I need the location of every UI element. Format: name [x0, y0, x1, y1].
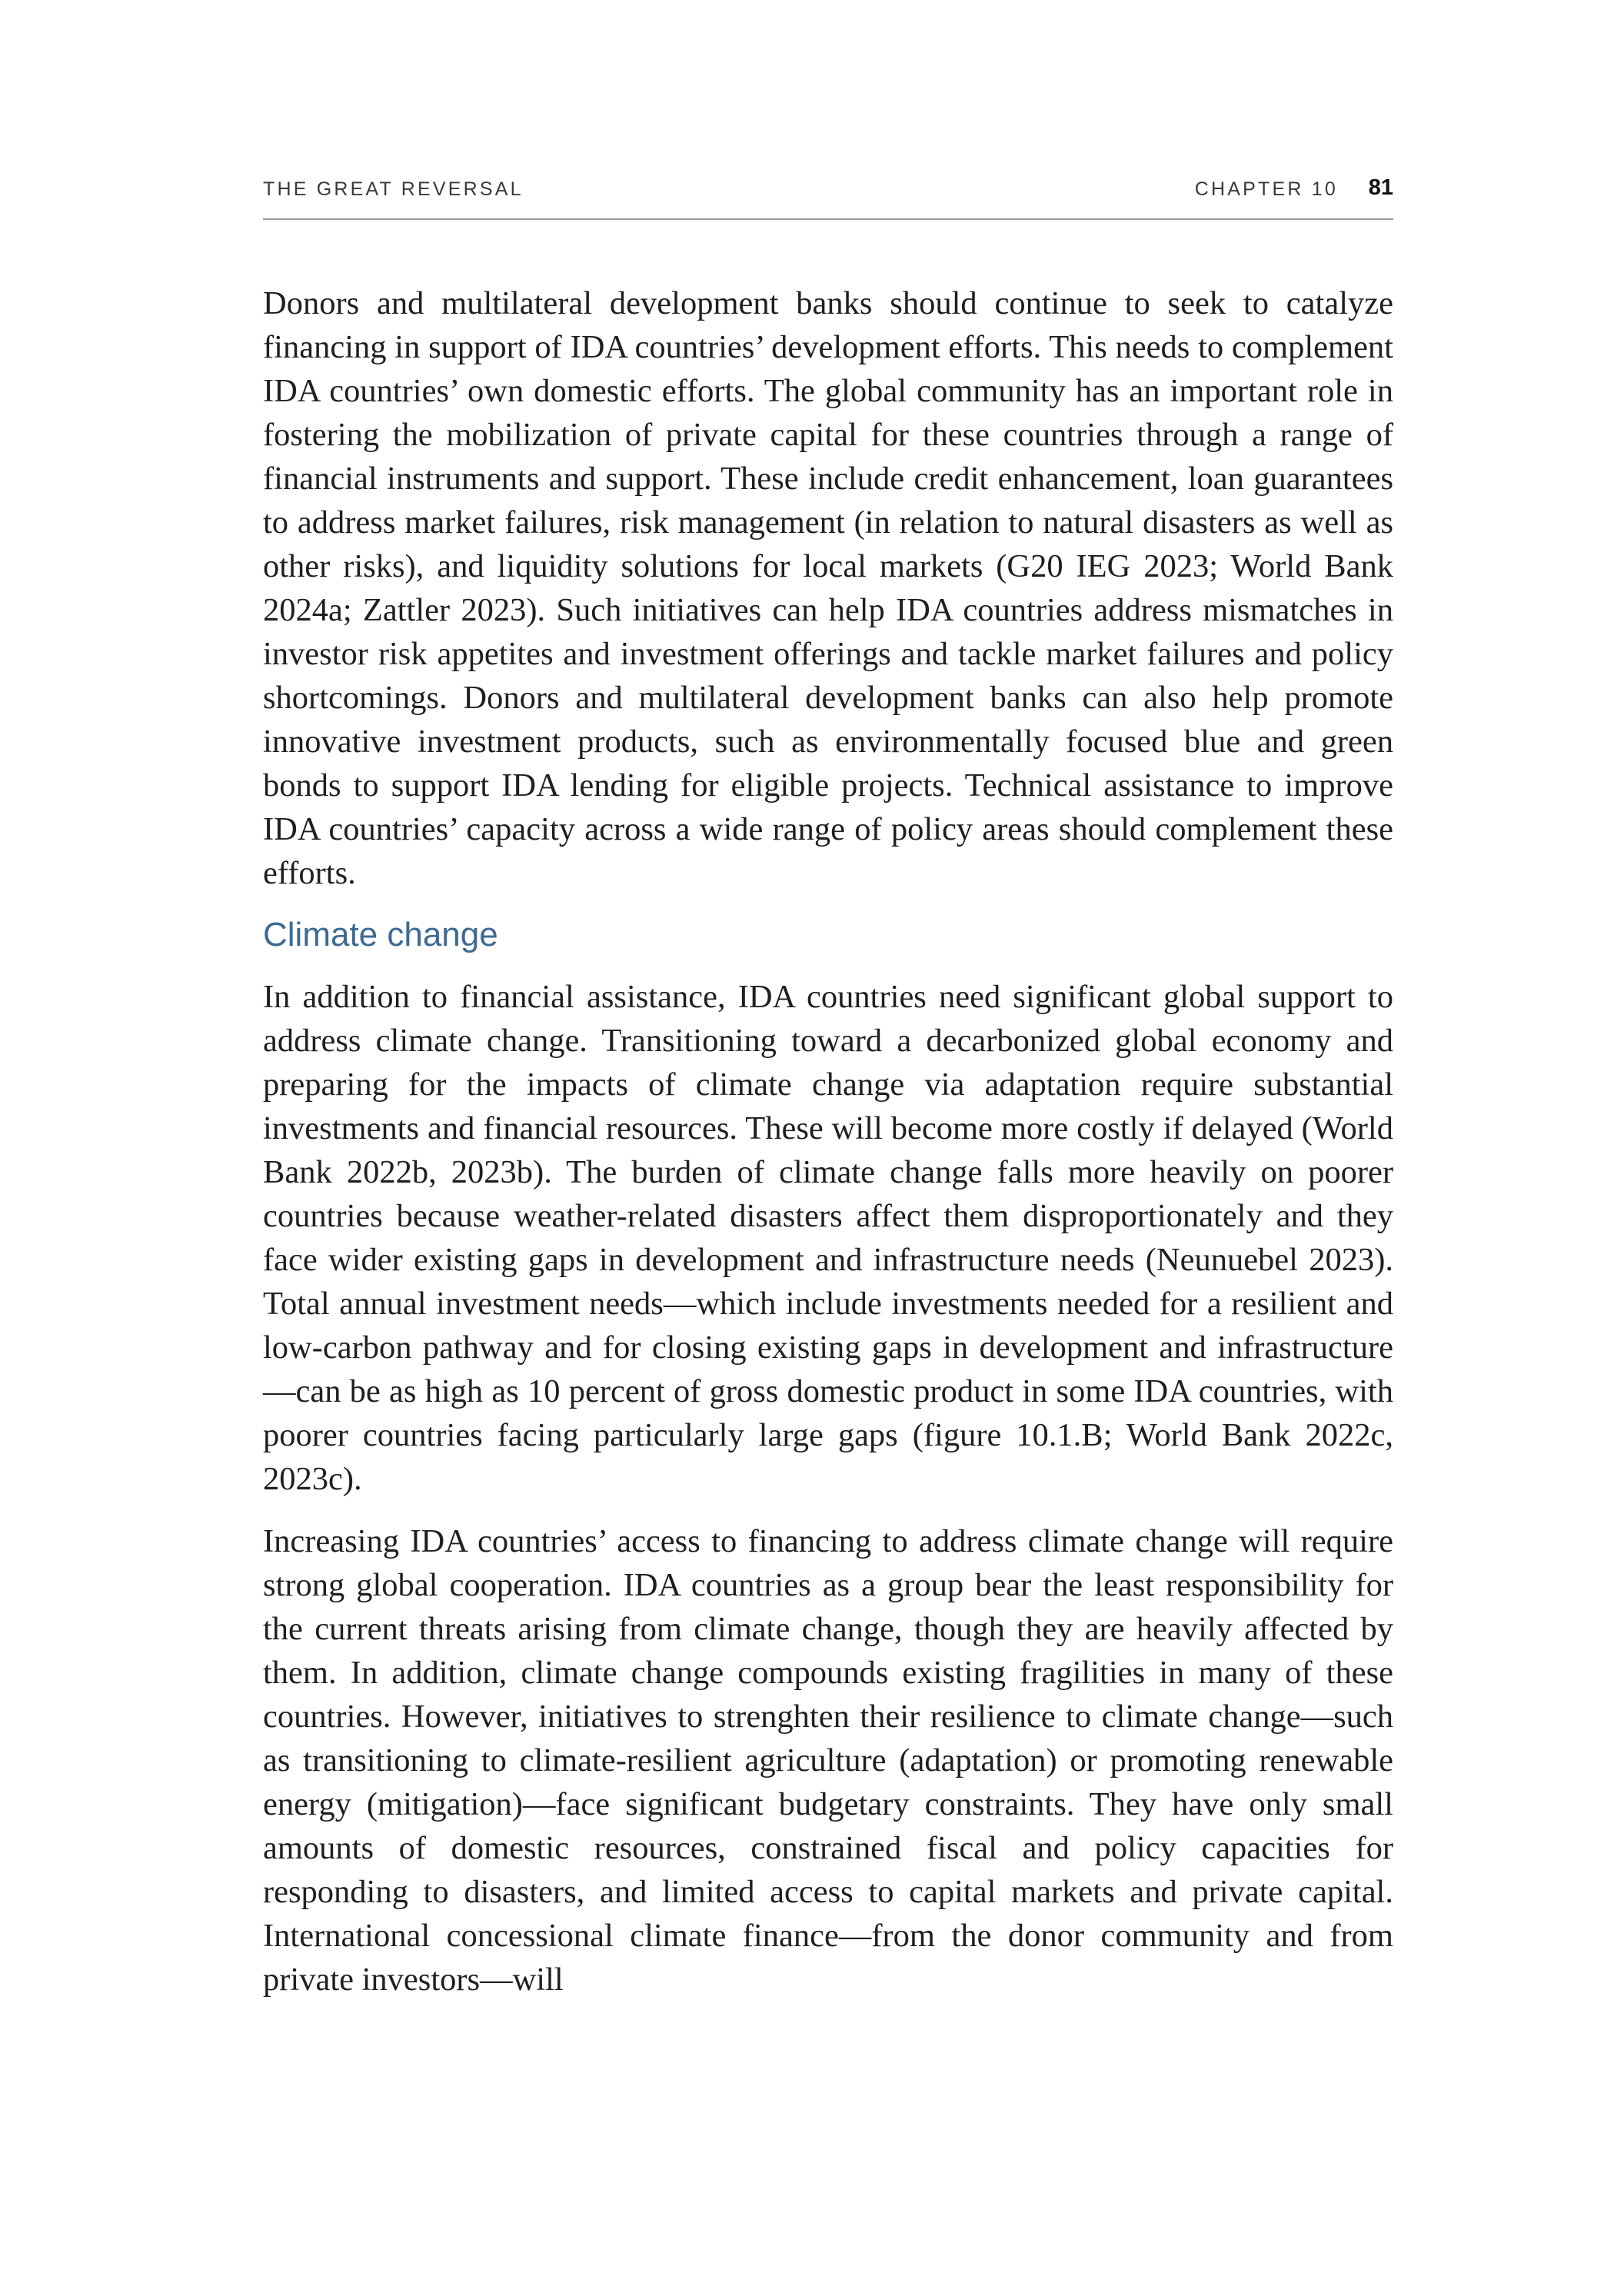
paragraph-financing: Donors and multilateral development banks should continue to seek to catalyze financing in support of IDA countries’ development efforts. This needs to complement IDA countries’ own domestic efforts. The global community has an important role in fostering the mobilization of private capital for these countries through a range of financial instruments and support. These include credit enhancement, loan guarantees to address market failures, risk management (in relation to natural disasters as well as other risks), and liquidity solutions for local markets (G20 IEG 2023; World Bank 2024a; Zattler 2023). Such initiatives can help IDA countries address mismatches in investor risk appetites and investment offerings and tackle market failures and policy shortcomings. Donors and multilateral development banks can also help promote innovative investment products, such as environmentally focused blue and green bonds to support IDA lending for eligible projects. Technical assistance to improve IDA countries’ capacity across a wide range of policy areas should complement these efforts. — [263, 285, 1393, 891]
paragraph-climate-support: In addition to financial assistance, IDA countries need significant global support to address climate change. Transitioning toward a decarbonized global economy and preparing for the impacts of climate change via adaptation require substantial investments and financial resources. These will become more costly if delayed (World Bank 2022b, 2023b). The burden of climate change falls more heavily on poorer countries because weather-related disasters affect them disproportionately and they face wider existing gaps in development and infrastructure needs (Neunuebel 2023). Total annual investment needs—which include investments needed for a resilient and low-carbon pathway and for closing existing gaps in development and infrastructure—can be as high as 10 percent of gross domestic product in some IDA countries, with poorer countries facing particularly large gaps (figure 10.1.B; World Bank 2022c, 2023c). — [263, 979, 1393, 1497]
book-title: THE GREAT REVERSAL — [263, 178, 524, 200]
paragraph-climate-financing: Increasing IDA countries’ access to financing to address climate change will require strong global cooperation. IDA countries as a group bear the least responsibility for the current threats arising from climate change, though they are heavily affected by them. In addition, climate change compounds existing fragilities in many of these countries. However, initiatives to strenghten their resilience to climate change—such as transitioning to climate-resilient agriculture (adaptation) or promoting renewable energy (mitigation)—face significant budgetary constraints. They have only small amounts of domestic resources, constrained fiscal and policy capacities for responding to disasters, and limited access to capital markets and private capital. International concessional climate finance—from the donor community and from private investors—will — [263, 1523, 1393, 1998]
body-text — [263, 281, 1393, 2002]
section-heading-climate-change: Climate change — [263, 916, 498, 953]
chapter-label: CHAPTER 10 — [1194, 178, 1338, 200]
running-header — [263, 172, 1393, 220]
document-page — [263, 0, 1393, 2296]
page-number: 81 — [1368, 175, 1393, 200]
